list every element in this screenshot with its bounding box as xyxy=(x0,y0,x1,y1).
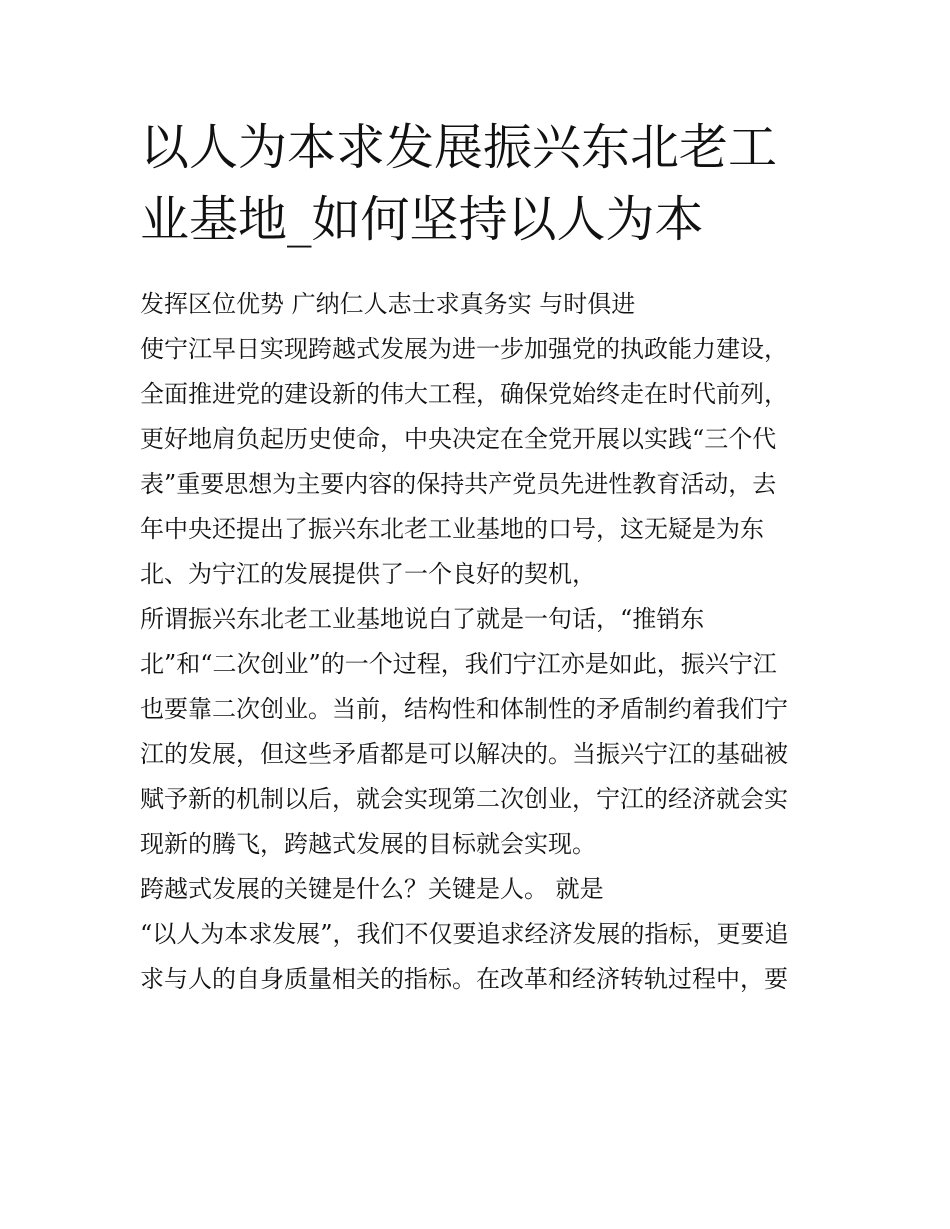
body-line-10: 也要靠二次创业。当前，结构性和体制性的矛盾制约着我们宁 xyxy=(140,695,788,723)
body-line-14: 跨越式发展的关键是什么？关键是人。 就是 xyxy=(140,875,604,903)
body-line-2: 使宁江早日实现跨越式发展为进一步加强党的执政能力建设， xyxy=(140,335,788,363)
document-body xyxy=(140,282,820,1002)
body-line-13: 现新的腾飞，跨越式发展的目标就会实现。 xyxy=(140,830,596,858)
body-line-12: 赋予新的机制以后，就会实现第二次创业，宁江的经济就会实 xyxy=(140,785,788,813)
title-line-2: 业基地_如何坚持以人为本 xyxy=(140,191,704,248)
body-line-3: 全面推进党的建设新的伟大工程，确保党始终走在时代前列， xyxy=(140,380,788,408)
body-line-16: 求与人的自身质量相关的指标。在改革和经济转轨过程中，要 xyxy=(140,965,788,993)
body-line-7: 北、为宁江的发展提供了一个良好的契机， xyxy=(140,560,596,588)
body-line-4: 更好地肩负起历史使命，中央决定在全党开展以实践“三个代 xyxy=(140,425,777,453)
body-line-8: 所谓振兴东北老工业基地说白了就是一句话，“推销东 xyxy=(140,605,705,633)
body-line-11: 江的发展，但这些矛盾都是可以解决的。当振兴宁江的基础被 xyxy=(140,740,788,768)
body-line-15: “以人为本求发展”，我们不仅要追求经济发展的指标，更要追 xyxy=(140,920,789,948)
body-line-9: 北”和“二次创业”的一个过程，我们宁江亦是如此，振兴宁江 xyxy=(140,650,777,678)
body-line-5: 表”重要思想为主要内容的保持共产党员先进性教育活动，去 xyxy=(140,470,777,498)
body-line-1: 发挥区位优势 广纳仁人志士求真务实 与时俱进 xyxy=(140,290,636,318)
document-title xyxy=(140,112,820,256)
body-line-6: 年中央还提出了振兴东北老工业基地的口号，这无疑是为东 xyxy=(140,515,764,543)
title-line-1: 以人为本求发展振兴东北老工 xyxy=(140,119,778,176)
